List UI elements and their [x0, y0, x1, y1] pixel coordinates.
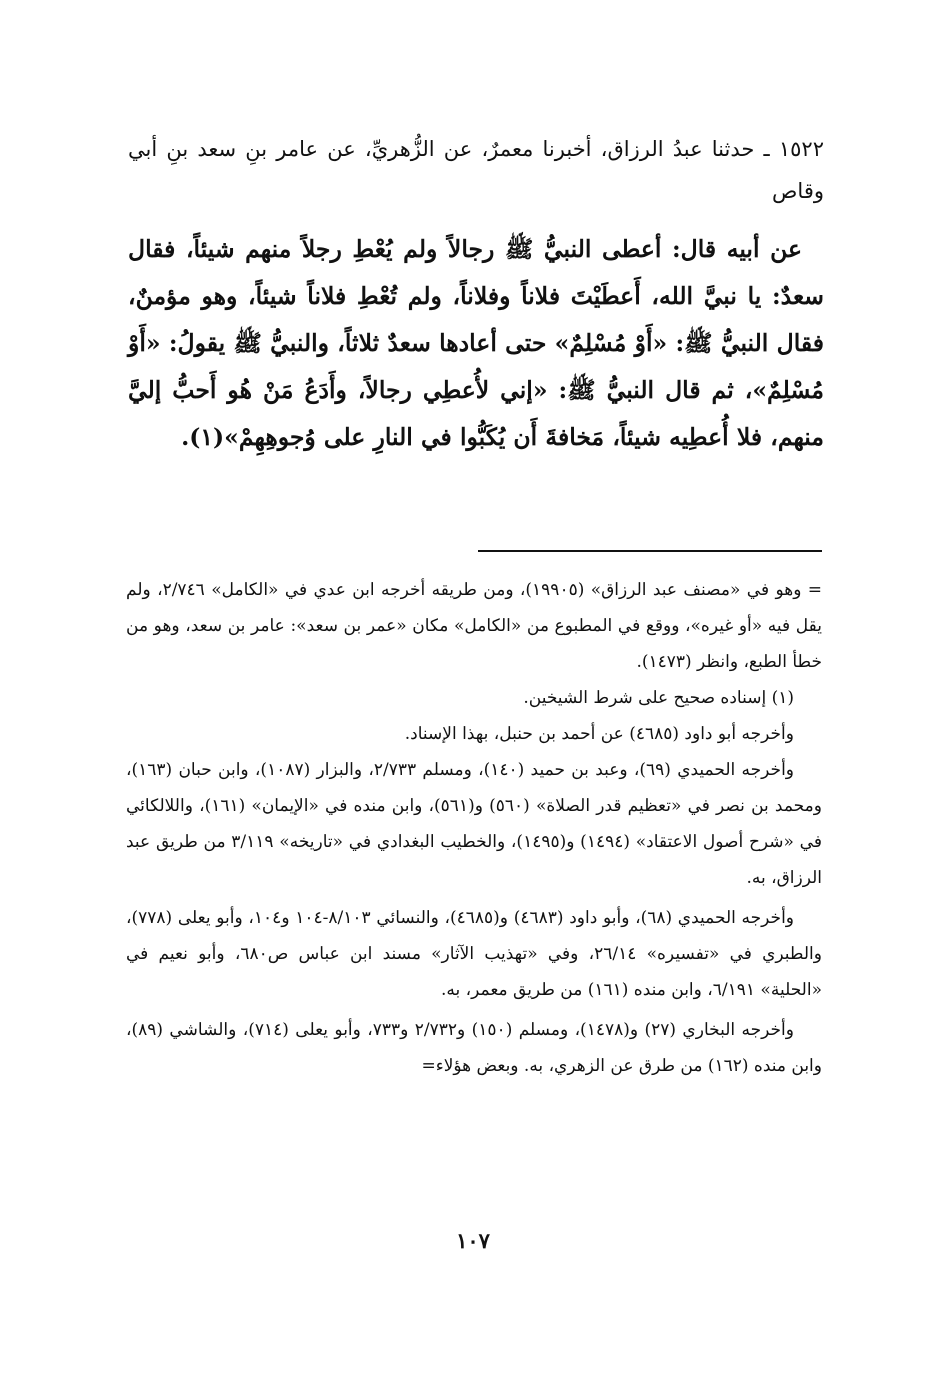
footnote-paragraph: وأخرجه أبو داود (٤٦٨٥) عن أحمد بن حنبل، بهذا الإسناد.: [404, 724, 794, 744]
hadith-text: عن أبيه قال: أعطى النبيُّ ﷺ رجالاً ولم يُعْطِ رجلاً منهم شيئاً، فقال سعدٌ: يا نبيَّ الله، أَعطَيْتَ فلاناً وفلاناً، ولم تُعْطِ فلاناً شيئاً، وهو مؤمنٌ، فقال النبيُّ ﷺ: «أَوْ مُسْلِمٌ» حتى أعادها سعدٌ ثلاثاً، والنبيُّ ﷺ يقولُ: «أَوْ مُسْلِمٌ»، ثم قال النبيُّ ﷺ: «إني لأُعطِي رجالاً، وأَدَعُ مَنْ هُو أَحبُّ إليَّ منهم، فلا أُعطِيه شيئاً، مَخافةَ أَن يُكَبُّوا في النارِ على وُجوهِهِمْ»(١).: [128, 235, 824, 451]
footnote-paragraph: وأخرجه الحميدي (٦٨)، وأبو داود (٤٦٨٣) و(٤٦٨٥)، والنسائي ٨/١٠٣-١٠٤ و١٠٤، وأبو يعلى (٧٧٨)، والطبري في «تفسيره» ٢٦/١٤، وفي «تهذيب الآثار» مسند ابن عباس ص٦٨٠، وأبو نعيم في «الحلية» ٦/١٩١، وابن منده (١٦١) من طريق معمر، به.: [126, 908, 822, 1000]
hadith-block: [128, 128, 824, 461]
footnote-paragraph: وأخرجه البخاري (٢٧) و(١٤٧٨)، ومسلم (١٥٠) و٢/٧٣٢ و٧٣٣، وأبو يعلى (٧١٤)، والشاشي (٨٩)، وابن منده (١٦٢) من طرق عن الزهري، به. وبعض هؤلاء=: [126, 1020, 822, 1076]
page-number: ١٠٧: [456, 1228, 490, 1253]
footnote-continuation: = وهو في «مصنف عبد الرزاق» (١٩٩٠٥)، ومن طريقه أخرجه ابن عدي في «الكامل» ٢/٧٤٦، ولم يقل فيه «أو غيره»، ووقع في المطبوع من «الكامل» مكان «عمر بن سعد»: عامر بن سعد، وهو من خطأ الطبع، وانظر (١٤٧٣).: [126, 580, 823, 672]
footnote-1: (١) إسناده صحيح على شرط الشيخين.: [523, 688, 794, 708]
hadith-chain-of-narration: ١٥٢٢ ـ حدثنا عبدُ الرزاق، أخبرنا معمرٌ، عن الزُّهريِّ، عن عامر بنِ سعد بنِ أبي وقاص: [128, 137, 824, 203]
footnote-paragraph: وأخرجه الحميدي (٦٩)، وعبد بن حميد (١٤٠)، ومسلم ٢/٧٣٣، والبزار (١٠٨٧)، وابن حبان (١٦٣)، ومحمد بن نصر في «تعظيم قدر الصلاة» (٥٦٠) و(٥٦١)، وابن منده في «الإيمان» (١٦١)، واللالكائي في «شرح أصول الاعتقاد» (١٤٩٤) و(١٤٩٥)، والخطيب البغدادي في «تاريخه» ٣/١١٩ من طريق عبد الرزاق، به.: [126, 760, 822, 888]
footnote-divider: [478, 550, 822, 552]
footnotes: [126, 572, 822, 1084]
